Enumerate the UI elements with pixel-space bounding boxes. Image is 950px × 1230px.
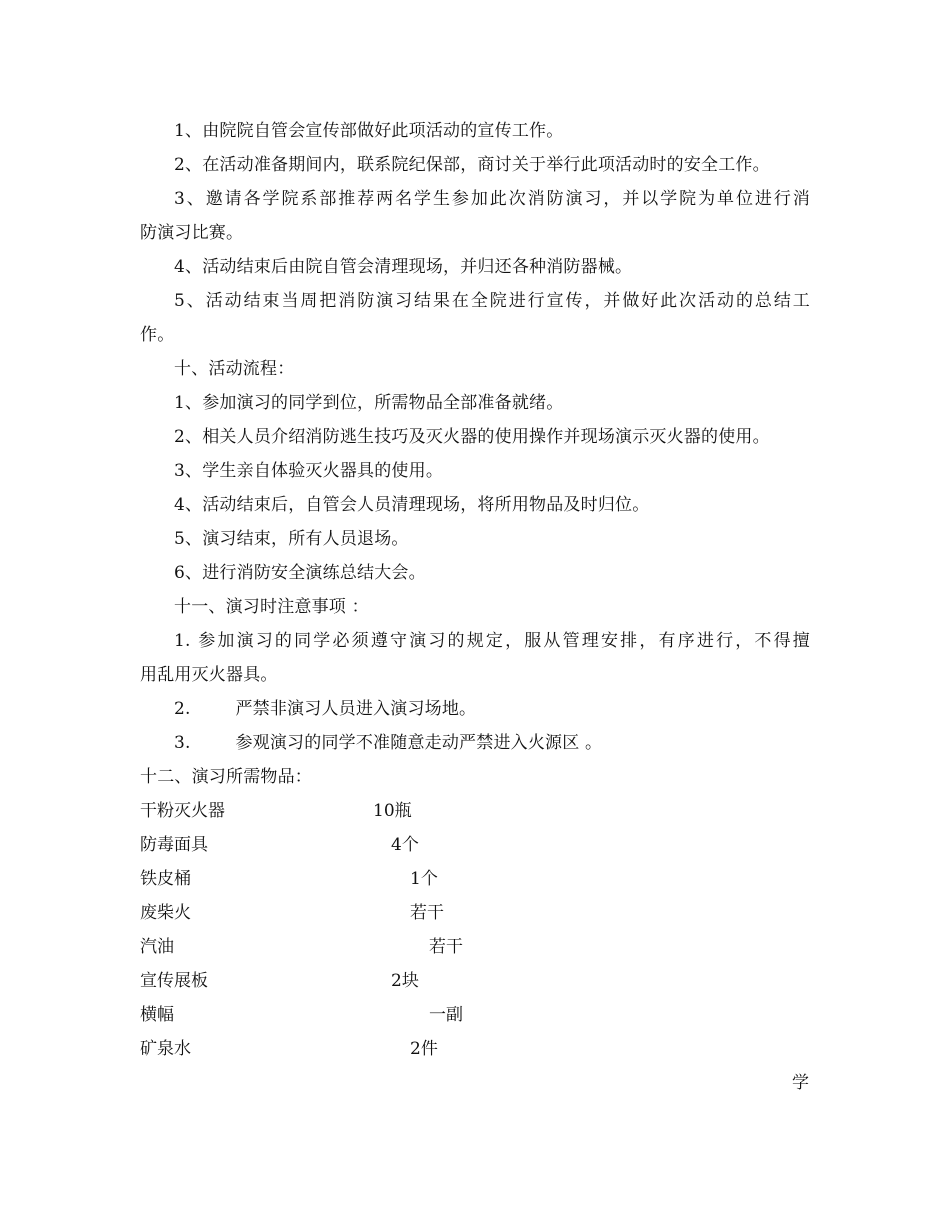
item-quantity: 10瓶 [373, 801, 412, 821]
paragraph-line: 2. 严禁非演习人员进入演习场地。 [174, 699, 477, 719]
paragraph-line: 防演习比赛。 [140, 223, 244, 243]
paragraph-line: 3、邀请各学院系部推荐两名学生参加此次消防演习，并以学院为单位进行消 [174, 189, 810, 209]
paragraph-line: 3. 参观演习的同学不准随意走动严禁进入火源区 。 [174, 733, 603, 753]
section-heading: 十一、演习时注意事项 ： [174, 597, 369, 617]
paragraph-line: 2、相关人员介绍消防逃生技巧及灭火器的使用操作并现场演示灭火器的使用。 [174, 427, 770, 447]
trailing-text: 学 [792, 1073, 810, 1093]
item-name: 干粉灭火器 [140, 801, 225, 821]
item-name: 横幅 [140, 1005, 174, 1025]
paragraph-line: 5、演习结束，所有人员退场。 [174, 529, 409, 549]
item-quantity: 2块 [391, 971, 419, 991]
item-name: 防毒面具 [140, 835, 208, 855]
item-quantity: 若干 [429, 937, 463, 957]
paragraph-line: 2、在活动准备期间内，联系院纪保部，商讨关于举行此项活动时的安全工作。 [174, 155, 770, 175]
paragraph-line: 6、进行消防安全演练总结大会。 [174, 563, 426, 583]
item-name: 矿泉水 [140, 1039, 191, 1059]
paragraph-line: 5、活动结束当周把消防演习结果在全院进行宣传，并做好此次活动的总结工 [174, 291, 810, 311]
section-heading: 十二、演习所需物品： [140, 767, 312, 787]
paragraph-line: 1、参加演习的同学到位，所需物品全部准备就绪。 [174, 393, 564, 413]
paragraph-line: 3、学生亲自体验灭火器具的使用。 [174, 461, 444, 481]
item-quantity: 2件 [410, 1039, 438, 1059]
paragraph-line: 作。 [140, 325, 175, 345]
item-quantity: 4个 [391, 835, 419, 855]
item-quantity: 1个 [410, 869, 438, 889]
item-name: 汽油 [140, 937, 174, 957]
item-name: 铁皮桶 [140, 869, 191, 889]
section-heading: 十、活动流程： [174, 359, 295, 379]
paragraph-line: 4、活动结束后由院自管会清理现场，并归还各种消防器械。 [174, 257, 633, 277]
item-quantity: 若干 [410, 903, 444, 923]
paragraph-line: 4、活动结束后，自管会人员清理现场，将所用物品及时归位。 [174, 495, 650, 515]
paragraph-line: 1. 参加演习的同学必须遵守演习的规定，服从管理安排，有序进行，不得擅 [174, 631, 810, 651]
paragraph-line: 1、由院院自管会宣传部做好此项活动的宣传工作。 [174, 121, 564, 141]
item-quantity: 一副 [429, 1005, 463, 1025]
item-name: 宣传展板 [140, 971, 208, 991]
paragraph-line: 用乱用灭火器具。 [140, 665, 278, 685]
item-name: 废柴火 [140, 903, 191, 923]
